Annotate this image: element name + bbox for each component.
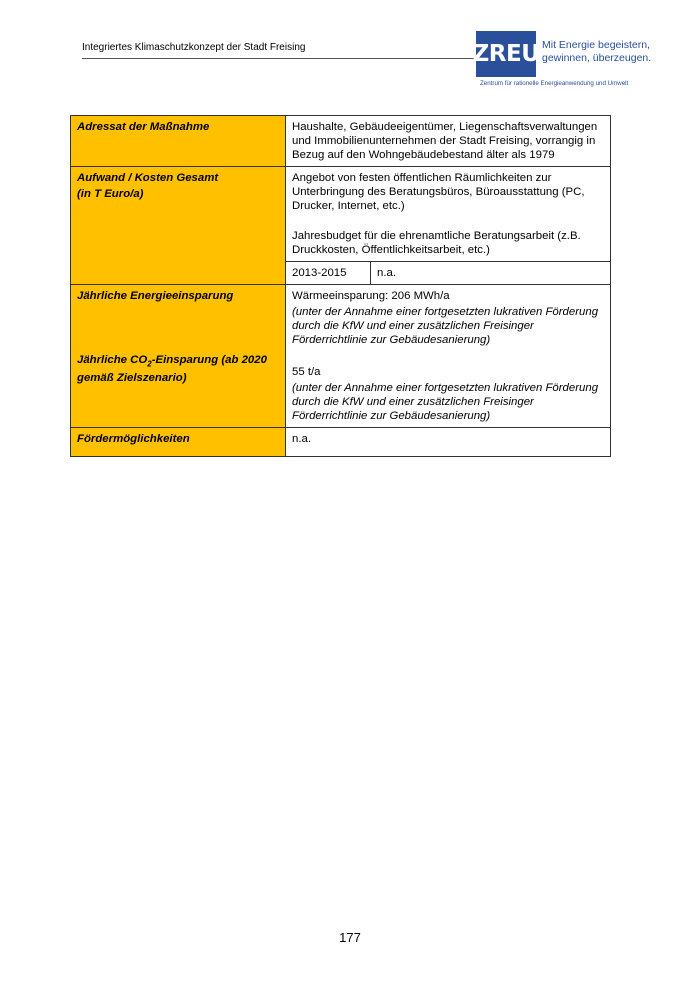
aufwand-label: Aufwand / Kosten Gesamt (in T Euro/a) bbox=[71, 167, 286, 285]
page-number: 177 bbox=[339, 930, 361, 945]
document-header-title: Integriertes Klimaschutzkonzept der Stadt Freising bbox=[82, 42, 306, 53]
foerder-label: Fördermöglichkeiten bbox=[71, 428, 286, 457]
logo-mark: ZREU bbox=[476, 31, 536, 77]
foerder-value: n.a. bbox=[286, 428, 611, 457]
co2-label: Jährliche $CO_2$-Einsparung (ab 2020 gemäß Zielszenario) bbox=[77, 354, 267, 385]
zreu-logo bbox=[472, 31, 652, 91]
logo-subtitle: Zentrum für rationelle Energieanwendung und Umwelt bbox=[480, 80, 629, 87]
einsparung-value: Wärmeeinsparung: 206 MWh/a (unter der Annahme einer fortgesetzten lukrativen Förderung durch die KfW und einer zusätzlichen Freisinger Förderrichtlinie zur Gebäudesanierung) 55 t/a (unter der Annahme einer fortgesetzten lukrativen Förderung durch die KfW und einer zusätzlichen Freisinger Förderrichtlinie zur Gebäudesanierung) bbox=[286, 285, 611, 428]
table-row bbox=[71, 167, 611, 262]
header-divider bbox=[82, 58, 474, 59]
table-row bbox=[71, 428, 611, 457]
table-row bbox=[71, 285, 611, 428]
einsparung-label: Jährliche Energieeinsparung Jährliche $CO_2$-Einsparung (ab 2020 gemäß Zielszenario) bbox=[71, 285, 286, 428]
measure-table bbox=[70, 115, 611, 457]
year-value: n.a. bbox=[371, 262, 611, 285]
adressat-label: Adressat der Maßnahme bbox=[71, 116, 286, 167]
year-range: 2013-2015 bbox=[286, 262, 371, 285]
aufwand-value: Angebot von festen öffentlichen Räumlichkeiten zur Unterbringung des Beratungsbüros, Büroausstattung (PC, Drucker, Internet, etc.) Jahresbudget für die ehrenamtliche Beratungsarbeit (z.B. Druckkosten, Öffentlichkeitsarbeit, etc.) bbox=[286, 167, 611, 262]
table-row bbox=[71, 116, 611, 167]
logo-slogan: Mit Energie begeistern, gewinnen, überzeugen. bbox=[542, 39, 652, 64]
adressat-value: Haushalte, Gebäudeeigentümer, Liegenschaftsverwaltungen und Immobilienunternehmen der Stadt Freising, vorrangig in Bezug auf den Wohngebäudebestand älter als 1979 bbox=[286, 116, 611, 167]
